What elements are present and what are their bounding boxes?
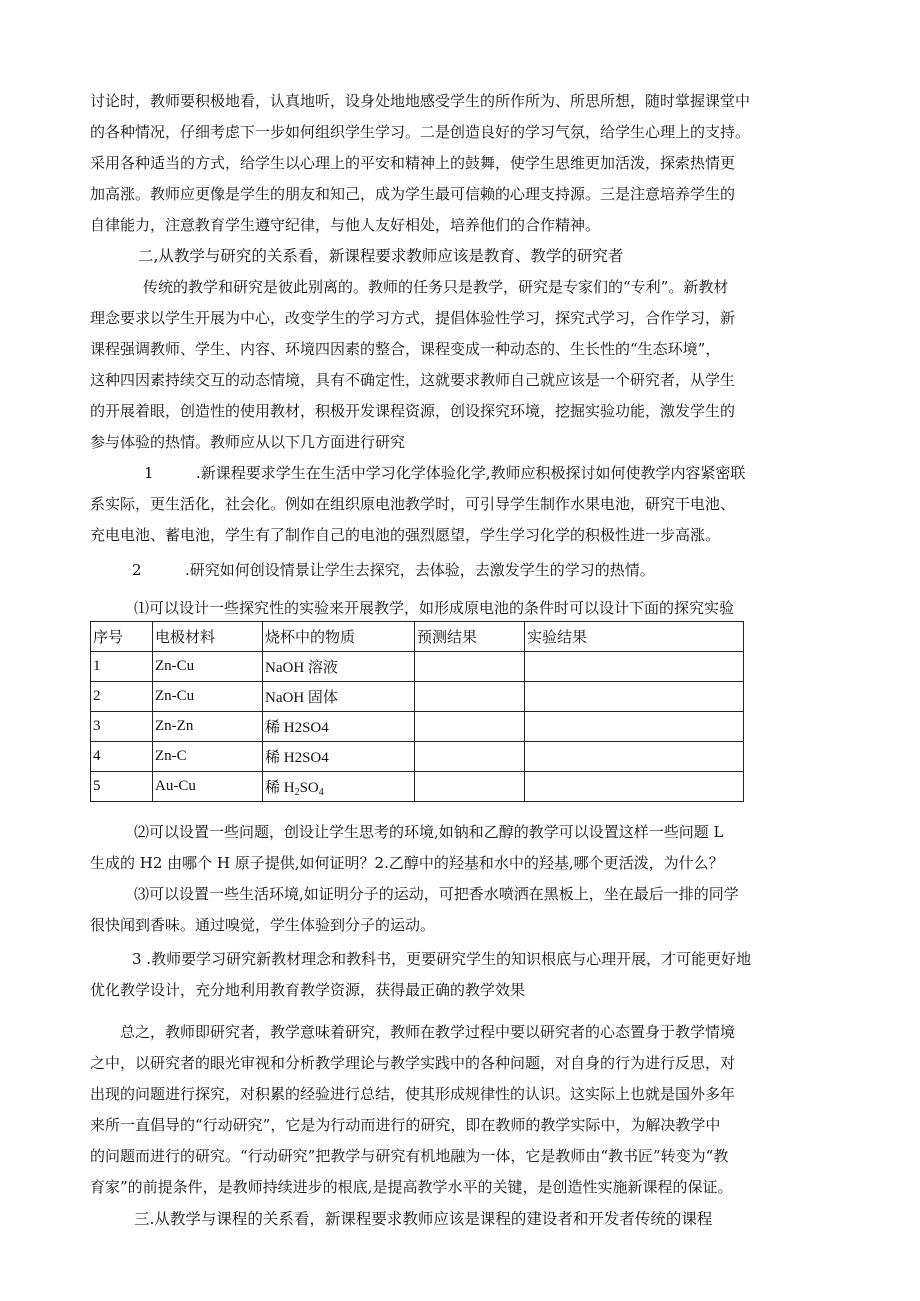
table-cell: Zn-Cu xyxy=(153,682,263,712)
text-line: 充电电池、蓄电池，学生有了制作自己的电池的强烈愿望，学生学习化学的积极性进一步高涨。 xyxy=(90,526,721,544)
list-item-2 xyxy=(90,555,835,586)
text-line: ⑵可以设置一些问题，创设让学生思考的环境,如钠和乙醇的教学可以设置这样一些问题 L xyxy=(134,823,724,841)
formula-prefix: 稀 H xyxy=(265,780,295,796)
text-line: 系实际，更生活化，社会化。例如在组织原电池教学时，可引导学生制作水果电池，研究干电池、 xyxy=(90,495,736,513)
table-header-cell: 实验结果 xyxy=(525,622,744,652)
table-cell: Au-Cu xyxy=(153,772,263,802)
text-line: 的开展着眼，创造性的使用教材，积极开发课程资源，创设探究环境，挖掘实验功能，激发学生的 xyxy=(90,402,736,420)
formula-subscript: 4 xyxy=(318,787,324,798)
table-row xyxy=(91,682,744,712)
text-line: 理念要求以学生开展为中心，改变学生的学习方式，提倡体验性学习，探究式学习，合作学习，新 xyxy=(90,309,736,327)
table-cell: Zn-Zn xyxy=(153,712,263,742)
text-line: 这种四因素持续交互的动态情境，具有不确定性，这就要求教师自己就应该是一个研究者，从学生 xyxy=(90,371,736,389)
text-line: 很快闻到香味。通过嗅觉，学生体验到分子的运动。 xyxy=(90,916,436,934)
table-cell xyxy=(415,742,525,772)
list-text: .新课程要求学生在生活中学习化学体验化学,教师应积极探讨如何使教学内容紧密联 xyxy=(196,464,746,482)
table-cell xyxy=(525,682,744,712)
text-line: 课程强调教师、学生、内容、环境四因素的整合，课程变成一种动态的、生长性的“生态环境”， xyxy=(90,340,721,358)
text-line: 的各种情况，仔细考虑下一步如何组织学生学习。二是创造良好的学习气氛，给学生心理上的支持。 xyxy=(90,123,751,141)
table-cell: NaOH 固体 xyxy=(263,682,415,712)
text-line: 之中，以研究者的眼光审视和分析教学理论与教学实践中的各种问题，对自身的行为进行反思，对 xyxy=(90,1054,736,1072)
formula-subscript: 2 xyxy=(294,787,300,798)
paragraph-teaching-research xyxy=(90,272,835,458)
list-item-1 xyxy=(90,458,835,551)
text-line: 生成的 H2 由哪个 H 原子提供,如何证明？2.乙醇中的羟基和水中的羟基,哪个更活泼，为什么？ xyxy=(90,854,724,872)
table-row xyxy=(91,712,744,742)
table-cell xyxy=(415,652,525,682)
table-cell: 2 xyxy=(91,682,153,712)
list-number: 2 xyxy=(132,561,142,579)
table-header-cell: 预测结果 xyxy=(415,622,525,652)
table-cell: 3 xyxy=(91,712,153,742)
table-cell xyxy=(415,772,525,802)
text-line: 总之，教师即研究者，教学意味着研究，教师在教学过程中要以研究者的心态置身于教学情境 xyxy=(120,1023,736,1041)
table-cell: 1 xyxy=(91,652,153,682)
text-line: 采用各种适当的方式，给学生以心理上的平安和精神上的鼓舞，使学生思维更加活泼，探索热情更 xyxy=(90,154,736,172)
table-header-row xyxy=(91,622,744,652)
text-line: 来所一直倡导的“行动研究”，它是为行动而进行的研究，即在教师的教学实际中，为解决教学中 xyxy=(90,1116,721,1134)
section-heading-text: 三.从教学与课程的关系看，新课程要求教师应该是课程的建设者和开发者传统的课程 xyxy=(134,1210,713,1228)
text-line: 讨论时，教师要积极地看，认真地听，设身处地地感受学生的所作所为、所思所想，随时掌握课堂中 xyxy=(90,92,751,110)
text-line: ⑶可以设置一些生活环境,如证明分子的运动，可把香水喷洒在黑板上，坐在最后一排的同学 xyxy=(134,885,739,903)
text-line: 自律能力，注意教育学生遵守纪律，与他人友好相处，培养他们的合作精神。 xyxy=(90,216,601,234)
formula-mid: SO xyxy=(299,780,319,796)
text-line: 出现的问题进行探究，对积累的经验进行总结，使其形成规律性的认识。这实际上也就是国外多年 xyxy=(90,1085,736,1103)
text-line: 优化教学设计，充分地利用教育教学资源，获得最正确的教学效果 xyxy=(90,981,526,999)
table-cell xyxy=(415,712,525,742)
table-header-cell: 烧杯中的物质 xyxy=(263,622,415,652)
text-line: 加高涨。教师应更像是学生的朋友和知己，成为学生最可信赖的心理支持源。三是注意培养学生的 xyxy=(90,185,736,203)
table-cell: Zn-Cu xyxy=(153,652,263,682)
section-heading-2 xyxy=(138,241,883,272)
text-line: ⑴可以设计一些探究性的实验来开展教学，如形成原电池的条件时可以设计下面的探究实验 xyxy=(134,599,735,617)
table-cell xyxy=(525,652,744,682)
table-cell: Zn-C xyxy=(153,742,263,772)
experiment-table xyxy=(90,621,744,802)
table-cell-formula xyxy=(263,772,415,802)
text-line: 的问题而进行的研究。“行动研究”把教学与研究有机地融为一体，它是教师由“教书匠”转变为“教 xyxy=(90,1147,729,1165)
list-text: .研究如何创设情景让学生去探究，去体验，去激发学生的学习的热情。 xyxy=(185,561,655,579)
text-line xyxy=(90,555,835,586)
summary-paragraph xyxy=(90,1017,835,1203)
table-cell xyxy=(525,712,744,742)
sub-item-2 xyxy=(90,817,835,879)
section-heading-text: 二,从教学与研究的关系看，新课程要求教师应该是教育、教学的研究者 xyxy=(138,247,624,265)
sub-item-3 xyxy=(90,879,835,941)
text-line: 3 .教师要学习研究新教材理念和教科书，更要研究学生的知识根底与心理开展，才可能更好地 xyxy=(132,950,752,968)
table-header-cell: 电极材料 xyxy=(153,622,263,652)
list-item-3 xyxy=(90,944,835,1006)
sub-item-1 xyxy=(134,593,879,624)
table-row xyxy=(91,772,744,802)
table-cell xyxy=(525,742,744,772)
table-cell xyxy=(415,682,525,712)
table-cell: NaOH 溶液 xyxy=(263,652,415,682)
section-heading-3 xyxy=(134,1204,879,1235)
text-line: 育家”的前提条件，是教师持续进步的根底,是提高教学水平的关键，是创造性实施新课程的保证。 xyxy=(90,1178,733,1196)
table-cell: 稀 H2SO4 xyxy=(263,712,415,742)
text-line: 参与体验的热情。教师应从以下几方面进行研究 xyxy=(90,433,406,451)
text-line: 传统的教学和研究是彼此别离的。教师的任务只是教学，研究是专家们的“专利”。新教材 xyxy=(143,278,729,296)
table-cell: 稀 H2SO4 xyxy=(263,742,415,772)
table-cell xyxy=(525,772,744,802)
paragraph-classroom-support xyxy=(90,86,835,241)
text-line xyxy=(90,458,835,489)
table-cell: 4 xyxy=(91,742,153,772)
table-cell: 5 xyxy=(91,772,153,802)
table-header-cell: 序号 xyxy=(91,622,153,652)
table-row xyxy=(91,742,744,772)
list-number: 1 xyxy=(144,464,154,482)
table-row xyxy=(91,652,744,682)
